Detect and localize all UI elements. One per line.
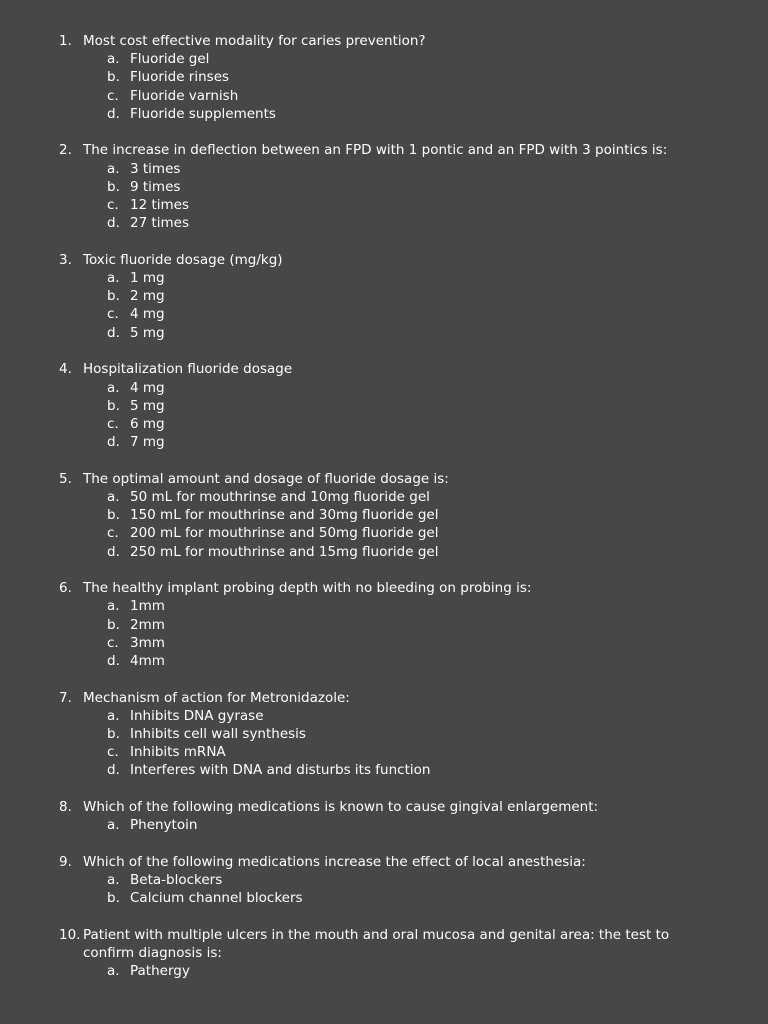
option-text: 3 times [130,160,181,177]
answer-option [0,962,768,980]
question-number: 5. [59,470,72,487]
answer-option [0,287,768,305]
question-9 [0,853,768,908]
question-3 [0,251,768,342]
question-spacer [0,908,768,927]
option-text: 4mm [130,652,165,669]
option-text: Inhibits mRNA [130,744,226,761]
answer-option [0,87,768,105]
question-text: The optimal amount and dosage of fluoride dosage is: [83,470,449,487]
option-text: Inhibits DNA gyrase [130,707,264,724]
question-line [0,141,768,159]
option-text: 6 mg [130,415,165,432]
question-8 [0,798,768,834]
question-spacer [0,123,768,142]
option-text: 2mm [130,616,165,633]
question-text: Toxic fluoride dosage (mg/kg) [83,251,283,268]
question-7 [0,689,768,780]
option-letter: a. [107,707,120,724]
option-letter: a. [107,51,120,68]
answer-option [0,652,768,670]
answer-option [0,524,768,542]
option-text: Fluoride varnish [130,87,239,104]
question-spacer [0,342,768,361]
answer-option [0,160,768,178]
option-letter: b. [107,288,120,305]
question-10 [0,926,768,981]
option-letter: d. [107,762,120,779]
option-letter: b. [107,69,120,86]
option-text: Interferes with DNA and disturbs its function [130,762,431,779]
option-letter: b. [107,507,120,524]
question-1 [0,32,768,123]
question-text: Which of the following medications increase the effect of local anesthesia: [83,853,586,870]
answer-option [0,324,768,342]
option-letter: d. [107,105,120,122]
answer-option [0,543,768,561]
question-text: Patient with multiple ulcers in the mouth and oral mucosa and genital area: the test to [83,927,670,943]
option-text: 4 mg [130,306,165,323]
question-line [0,944,768,962]
option-text: Fluoride rinses [130,69,230,86]
question-line [0,251,768,269]
question-line [0,689,768,707]
option-letter: a. [107,872,120,889]
question-spacer [0,232,768,251]
answer-option [0,105,768,123]
question-spacer [0,834,768,853]
question-line [0,470,768,488]
question-line [0,32,768,50]
answer-option [0,305,768,323]
question-number: 7. [59,689,72,706]
question-spacer [0,670,768,689]
question-text: Hospitalization fluoride dosage [83,361,293,378]
question-list [0,32,768,981]
answer-option [0,68,768,86]
option-letter: c. [107,415,119,432]
answer-option [0,506,768,524]
question-number: 1. [59,33,72,49]
option-text: Fluoride gel [130,51,210,68]
question-spacer [0,780,768,799]
option-text: 7 mg [130,434,165,451]
option-letter: a. [107,817,120,834]
answer-option [0,196,768,214]
question-number: 10. [59,927,81,943]
question-text: The increase in deflection between an FPD with 1 pontic and an FPD with 3 pointics is: [83,142,668,159]
answer-option [0,50,768,68]
option-letter: b. [107,397,120,414]
answer-option [0,889,768,907]
question-number: 6. [59,580,72,597]
question-number: 4. [59,361,72,378]
option-text: 50 mL for mouthrinse and 10mg fluoride gel [130,488,430,505]
question-6 [0,579,768,670]
question-4 [0,360,768,451]
answer-option [0,178,768,196]
question-line [0,360,768,378]
option-text: 250 mL for mouthrinse and 15mg fluoride gel [130,543,439,560]
option-text: 9 times [130,178,181,195]
option-letter: c. [107,634,119,651]
option-text: Pathergy [130,963,190,980]
option-letter: a. [107,379,120,396]
option-letter: c. [107,744,119,761]
option-text: 5 mg [130,324,165,341]
answer-option [0,707,768,725]
option-letter: d. [107,652,120,669]
option-text: 3mm [130,634,165,651]
option-letter: a. [107,488,120,505]
option-text: 200 mL for mouthrinse and 50mg fluoride gel [130,525,439,542]
option-letter: b. [107,890,120,907]
option-letter: a. [107,963,120,980]
option-text: 27 times [130,215,190,232]
answer-option [0,488,768,506]
option-letter: a. [107,270,120,287]
answer-option [0,725,768,743]
answer-option [0,397,768,415]
option-letter: b. [107,178,120,195]
option-text: Inhibits cell wall synthesis [130,726,306,742]
option-letter: b. [107,616,120,633]
answer-option [0,433,768,451]
option-text: 1 mg [130,270,165,287]
question-spacer [0,451,768,470]
option-letter: c. [107,525,119,542]
option-letter: d. [107,215,120,232]
option-text: 4 mg [130,379,165,396]
answer-option [0,415,768,433]
option-letter: d. [107,543,120,560]
option-text: 12 times [130,197,190,213]
option-text: Fluoride supplements [130,105,276,122]
question-text: The healthy implant probing depth with no bleeding on probing is: [83,580,532,597]
question-number: 3. [59,251,72,268]
question-line [0,853,768,871]
question-2 [0,141,768,232]
answer-option [0,269,768,287]
option-text: 2 mg [130,288,165,305]
option-text: Calcium channel blockers [130,890,303,907]
option-text: 1mm [130,598,165,615]
question-line [0,798,768,816]
option-letter: d. [107,324,120,341]
option-letter: a. [107,160,120,177]
question-text: Mechanism of action for Metronidazole: [83,689,350,706]
question-text: confirm diagnosis is: [83,945,222,962]
option-letter: b. [107,726,120,742]
answer-option [0,761,768,779]
question-number: 8. [59,799,72,816]
question-text: Most cost effective modality for caries prevention? [83,33,426,49]
question-line [0,926,768,944]
answer-option [0,616,768,634]
option-text: 150 mL for mouthrinse and 30mg fluoride gel [130,507,439,524]
option-letter: c. [107,197,119,213]
answer-option [0,634,768,652]
answer-option [0,816,768,834]
answer-option [0,871,768,889]
option-text: 5 mg [130,397,165,414]
question-number: 9. [59,853,72,870]
answer-option [0,743,768,761]
option-text: Beta-blockers [130,872,223,889]
question-line [0,579,768,597]
question-number: 2. [59,142,72,159]
option-letter: c. [107,306,119,323]
option-letter: c. [107,87,119,104]
question-text: Which of the following medications is known to cause gingival enlargement: [83,799,599,816]
answer-option [0,214,768,232]
option-letter: a. [107,598,120,615]
answer-option [0,379,768,397]
option-letter: d. [107,434,120,451]
question-spacer [0,561,768,580]
option-text: Phenytoin [130,817,198,834]
question-5 [0,470,768,561]
answer-option [0,597,768,615]
